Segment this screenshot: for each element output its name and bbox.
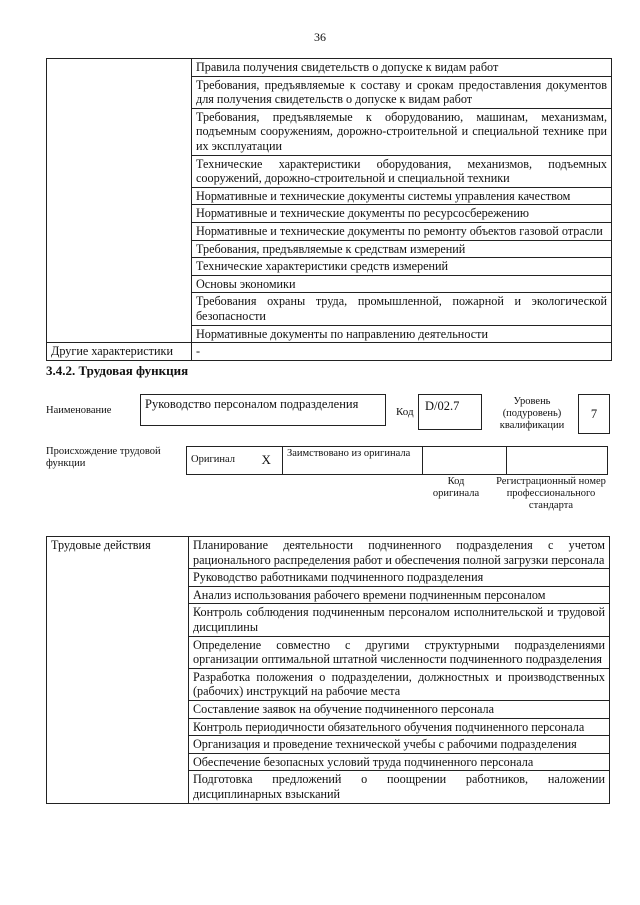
labor-action-item: Разработка положения о подразделении, должностных и производственных (рабочих) инструкций на рабочие места <box>189 668 610 700</box>
labor-action-item: Контроль соблюдения подчиненным персоналом исполнительской и трудовой дисциплины <box>189 604 610 636</box>
code-caption: Код оригинала <box>432 476 480 499</box>
registration-number-cell <box>507 447 608 475</box>
knowledge-item: Требования, предъявляемые к составу и срокам предоставления документов для получения свидетельств о допуске к видам работ <box>192 76 612 108</box>
labor-action-item: Определение совместно с другими структурными подразделениями организации оптимальной штатной численности подчиненного подразделения <box>189 636 610 668</box>
knowledge-item: Технические характеристики средств измерений <box>192 258 612 276</box>
code-label: Код <box>396 406 414 418</box>
knowledge-table <box>46 58 612 361</box>
origin-label: Происхождение трудовой функции <box>46 446 161 469</box>
function-name-field: Руководство персоналом подразделения <box>140 394 386 426</box>
knowledge-left-cell <box>47 240 192 258</box>
knowledge-left-cell <box>47 155 192 187</box>
knowledge-left-cell <box>47 205 192 223</box>
knowledge-left-cell <box>47 76 192 108</box>
borrowed-label: Заимствовано из оригинала <box>283 447 423 475</box>
other-characteristics-value: - <box>192 343 612 361</box>
knowledge-left-cell <box>47 275 192 293</box>
origin-table <box>186 446 608 475</box>
labor-action-item: Анализ использования рабочего времени подчиненным персоналом <box>189 586 610 604</box>
original-label: Оригинал <box>187 447 251 475</box>
knowledge-left-cell <box>47 222 192 240</box>
knowledge-left-cell <box>47 293 192 325</box>
labor-action-item: Планирование деятельности подчиненного подразделения с учетом рационального распределения работ и обеспечения полной загрузки персонала <box>189 537 610 569</box>
original-code-cell <box>423 447 507 475</box>
labor-action-item: Контроль периодичности обязательного обучения подчиненного персонала <box>189 718 610 736</box>
labor-action-item: Подготовка предложений о поощрении работников, наложении дисциплинарных взысканий <box>189 771 610 803</box>
knowledge-item: Требования охраны труда, промышленной, пожарной и экологической безопасности <box>192 293 612 325</box>
original-mark: X <box>251 447 283 475</box>
knowledge-item: Нормативные и технические документы по ресурсосбережению <box>192 205 612 223</box>
knowledge-left-cell <box>47 59 192 77</box>
knowledge-item: Нормативные документы по направлению деятельности <box>192 325 612 343</box>
level-field: 7 <box>578 394 610 434</box>
knowledge-item: Требования, предъявляемые к средствам измерений <box>192 240 612 258</box>
other-characteristics-label: Другие характеристики <box>47 343 192 361</box>
labor-action-item: Составление заявок на обучение подчиненного персонала <box>189 700 610 718</box>
section-title: 3.4.2. Трудовая функция <box>46 363 189 378</box>
knowledge-left-cell <box>47 108 192 155</box>
knowledge-item: Технические характеристики оборудования, механизмов, подъемных сооружений, дорожно-строительной и специальной техники <box>192 155 612 187</box>
knowledge-left-cell <box>47 325 192 343</box>
labor-actions-table <box>46 536 610 804</box>
knowledge-item: Требования, предъявляемые к оборудованию, машинам, механизмам, подъемным сооружениям, дорожно-строительной и специальной технике при их эксплуатации <box>192 108 612 155</box>
name-label: Наименование <box>46 405 112 416</box>
knowledge-item: Основы экономики <box>192 275 612 293</box>
knowledge-item: Правила получения свидетельств о допуске к видам работ <box>192 59 612 77</box>
knowledge-left-cell <box>47 187 192 205</box>
knowledge-item: Нормативные и технические документы системы управления качеством <box>192 187 612 205</box>
registration-caption: Регистрационный номер профессионального стандарта <box>496 476 606 511</box>
labor-action-item: Обеспечение безопасных условий труда подчиненного персонала <box>189 753 610 771</box>
page-number: 36 <box>314 30 326 44</box>
knowledge-item: Нормативные и технические документы по ремонту объектов газовой отрасли <box>192 222 612 240</box>
level-label: Уровень (подуровень) квалификации <box>499 396 565 431</box>
labor-action-item: Руководство работниками подчиненного подразделения <box>189 569 610 587</box>
knowledge-left-cell <box>47 258 192 276</box>
labor-actions-label: Трудовые действия <box>47 537 189 804</box>
function-code-field: D/02.7 <box>418 394 482 430</box>
labor-action-item: Организация и проведение технической учебы с рабочими подразделения <box>189 736 610 754</box>
